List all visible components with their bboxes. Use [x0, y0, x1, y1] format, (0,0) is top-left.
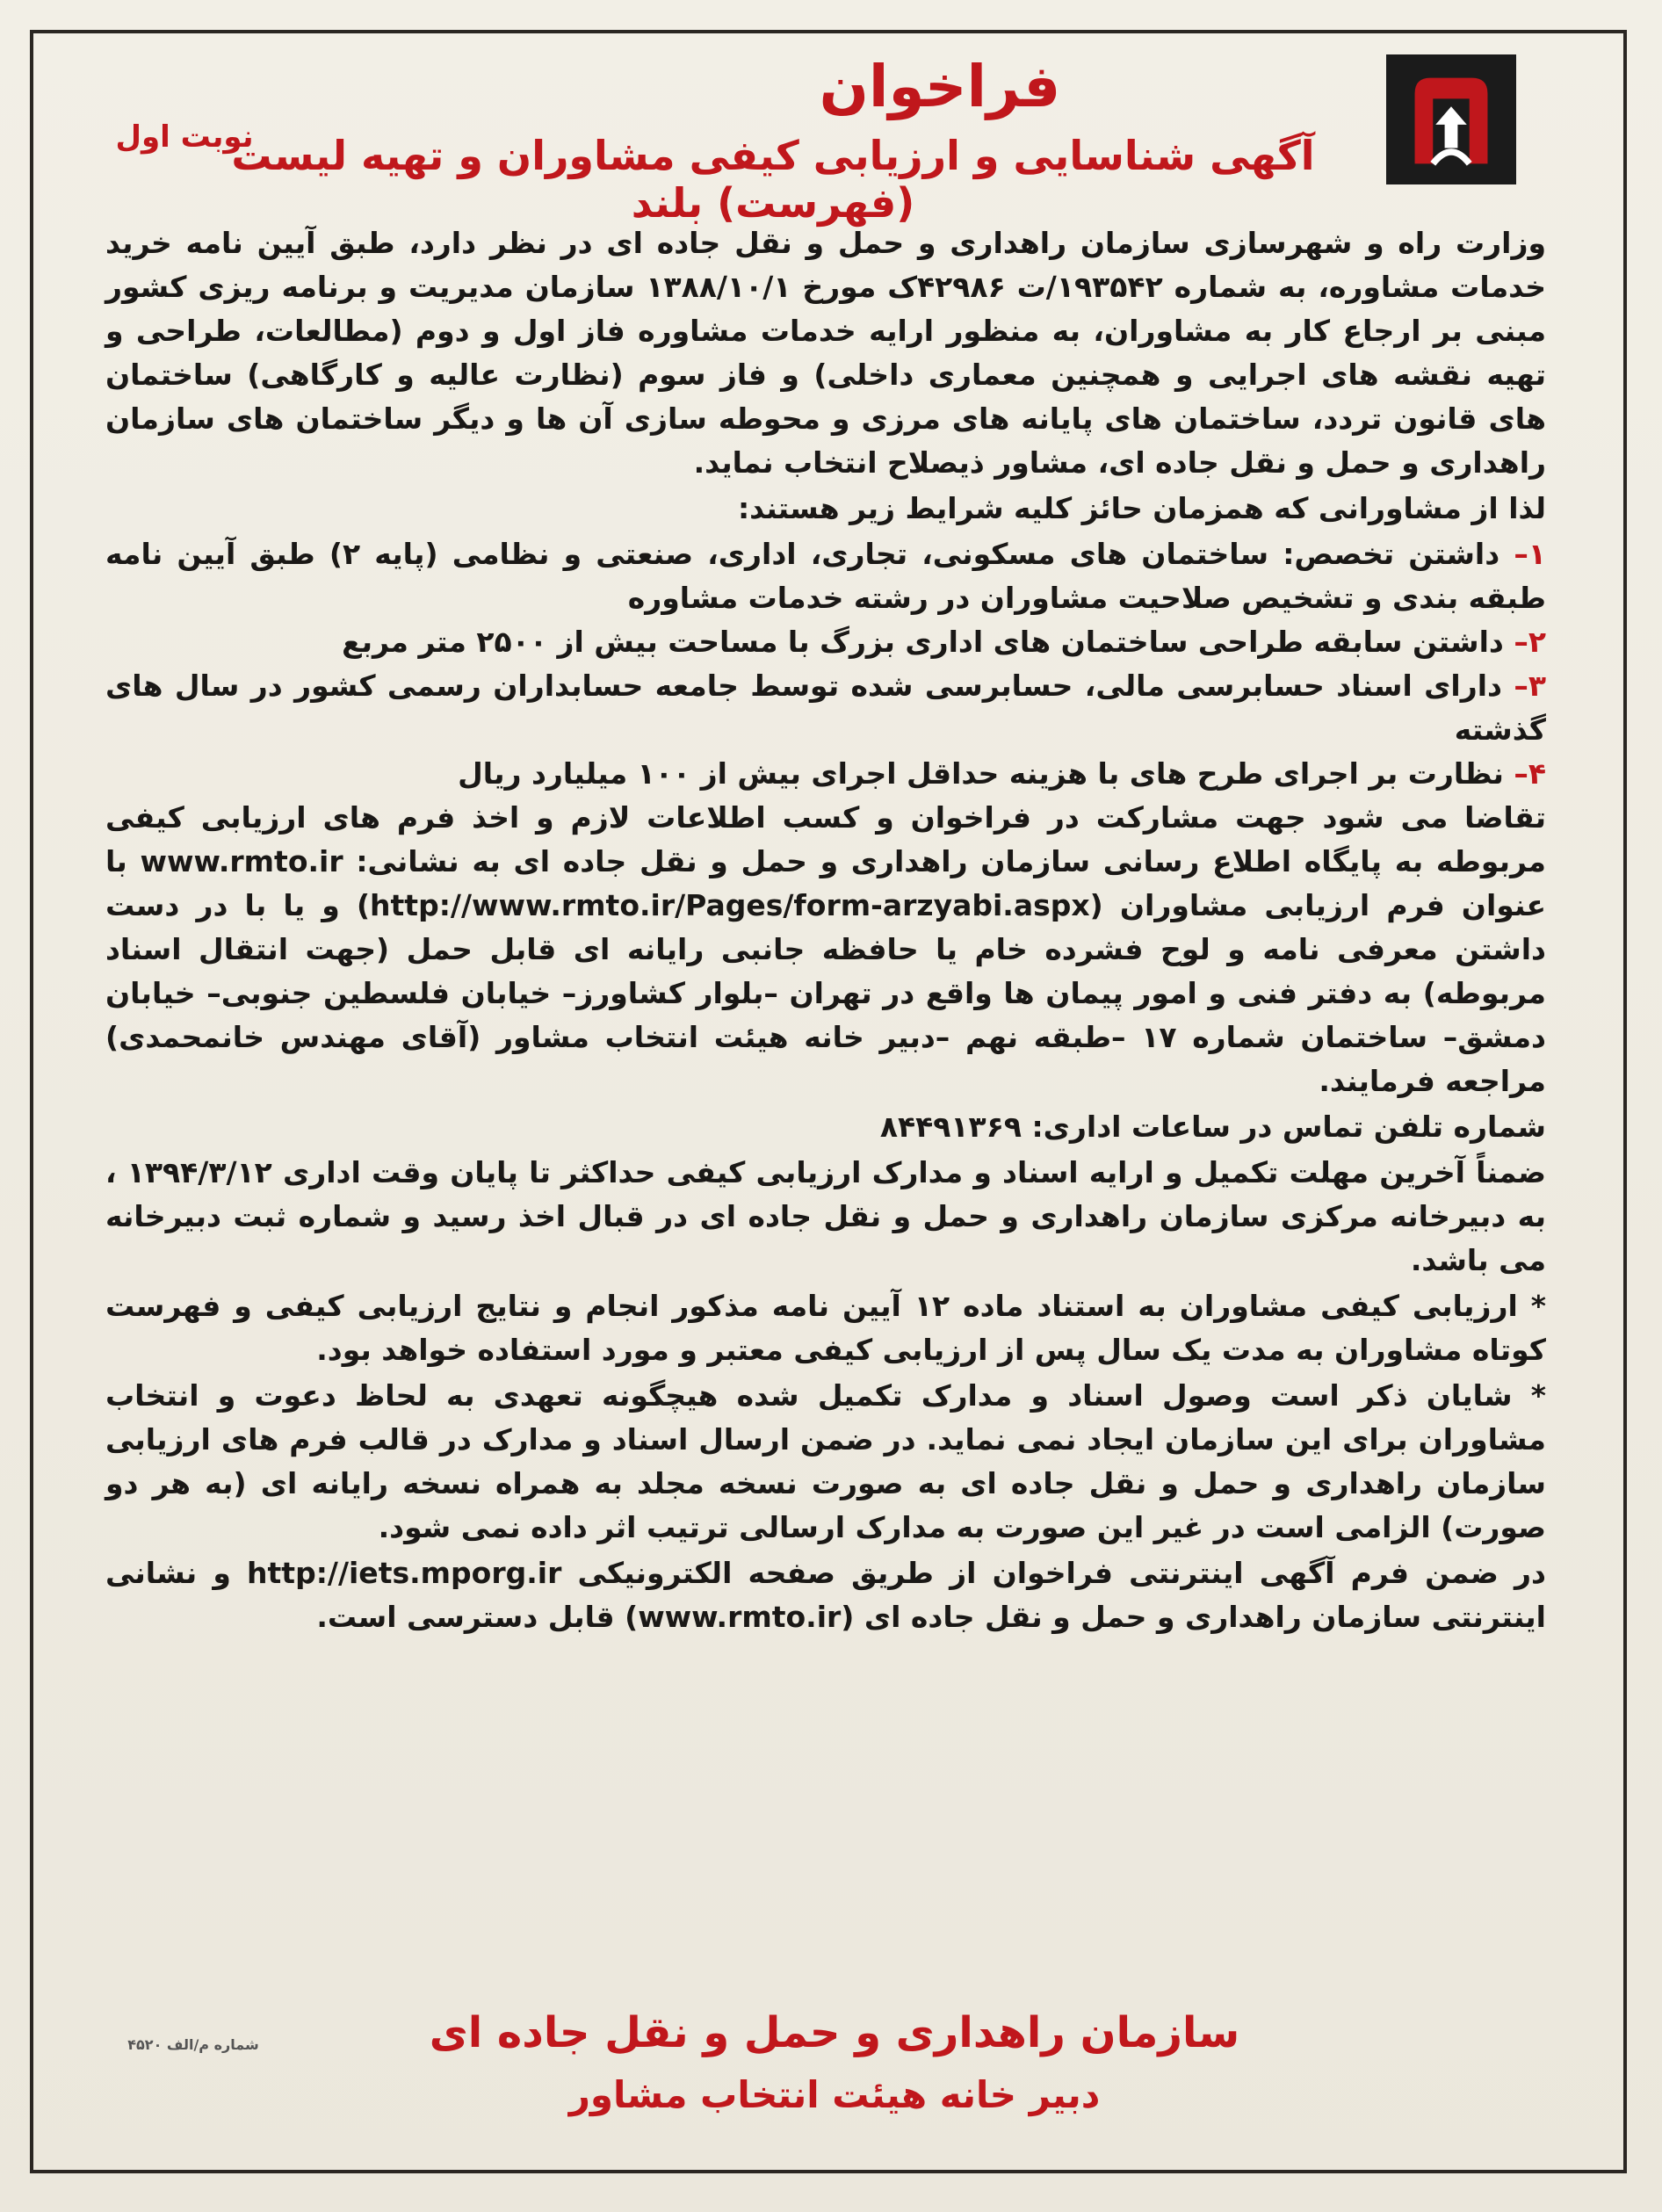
website-link[interactable]: www.rmto.ir: [140, 844, 343, 878]
page-title: فراخوان: [819, 53, 1061, 120]
request-text-b: با عنوان فرم ارزیابی مشاوران: [105, 844, 1546, 922]
phone-label: شماره تلفن تماس در ساعات اداری:: [1031, 1110, 1546, 1144]
note-paragraph-1: * ارزیابی کیفی مشاوران به استناد ماده ۱۲ آیین نامه مذکور انجام و نتایج ارزیابی کیفی و فهرست کوتاه مشاوران به مدت یک سال پس از ارزیابی کیفی معتبر و مورد استفاده خواهد بود.: [105, 1289, 1546, 1367]
condition-number: ۳–: [1514, 669, 1546, 703]
closing-text-a: در ضمن فرم آگهی اینترنتی فراخوان از طریق صفحه الکترونیکی: [577, 1556, 1546, 1590]
condition-item-1: [105, 532, 1546, 620]
request-text-a: تقاضا می شود جهت مشارکت در فراخوان و کسب اطلاعات لازم و اخذ فرم های ارزیابی کیفی مربوطه به پایگاه اطلاع رسانی سازمان راهداری و حمل و نقل جاده ای به نشانی:: [105, 800, 1546, 878]
condition-text: دارای اسناد حسابرسی مالی، حسابرسی شده توسط جامعه حسابداران رسمی کشور در سال های گذشته: [105, 669, 1546, 747]
issue-badge: نوبت اول: [115, 119, 254, 155]
closing-text-c: قابل دسترسی است.: [316, 1600, 615, 1634]
request-paragraph: [105, 796, 1546, 1103]
condition-text: نظارت بر اجرای طرح های با هزینه حداقل اجرای بیش از ۱۰۰ میلیارد ریال: [458, 756, 1504, 791]
request-text-c: و یا با در دست داشتن معرفی نامه و لوح فشرده خام یا حافظه جانبی رایانه ای قابل حمل (جهت انتقال اسناد مربوطه) به دفتر فنی و امور پیمان ها واقع در تهران –بلوار کشاورز– خیابان فلسطین جنوبی– خیابان دمشق– ساختمان شماره ۱۷ –طبقه نهم –دبیر خانه هیئت انتخاب مشاور (آقای مهندس خانمحمدی) مراجعه فرمایند.: [105, 888, 1546, 1098]
condition-item-3: [105, 664, 1546, 752]
lead-line: لذا از مشاورانی که همزمان حائز کلیه شرایط زیر هستند:: [737, 491, 1546, 525]
form-link[interactable]: (http://www.rmto.ir/Pages/form-arzyabi.aspx): [356, 888, 1103, 922]
reference-number: شماره م/الف ۴۵۲۰: [127, 2036, 259, 2053]
rmto-logo-icon: [1386, 54, 1516, 184]
phone-number: ۸۴۴۹۱۳۶۹: [879, 1110, 1022, 1144]
phone-line: [105, 1105, 1546, 1149]
announcement-body: [105, 221, 1546, 1641]
condition-number: ۲–: [1514, 625, 1546, 659]
footer-department: دبیر خانه هیئت انتخاب مشاور: [568, 2073, 1101, 2116]
note-paragraph-2: * شایان ذکر است وصول اسناد و مدارک تکمیل شده هیچگونه تعهدی به لحاظ دعوت و انتخاب مشاوران برای این سازمان ایجاد نمی نماید. در ضمن ارسال اسناد و مدارک در قالب فرم های ارزیابی سازمان راهداری و حمل و نقل جاده ای به صورت نسخه مجلد به همراه نسخه رایانه ای (به هر دو صورت) الزامی است در غیر این صورت به مدارک ارسالی ترتیب اثر داده نمی شود.: [105, 1378, 1546, 1544]
closing-paragraph: [105, 1551, 1546, 1639]
intro-paragraph: وزارت راه و شهرسازی سازمان راهداری و حمل و نقل جاده ای در نظر دارد، طبق آیین نامه خرید خدمات مشاوره، به شماره ۱۹۳۵۴۲/ت ۴۲۹۸۶ک مورخ ۱۳۸۸/۱۰/۱ سازمان مدیریت و برنامه ریزی کشور مبنی بر ارجاع کار به مشاوران، به منظور ارایه خدمات مشاوره فاز اول و دوم (مطالعات، طراحی و تهیه نقشه های اجرایی و همچنین معماری داخلی) و فاز سوم (نظارت عالیه و کارگاهی) ساختمان های قانون تردد، ساختمان های پایانه های مرزی و محوطه سازی آن ها و دیگر ساختمان های سازمان راهداری و حمل و نقل جاده ای، مشاور ذیصلاح انتخاب نماید.: [105, 226, 1546, 480]
closing-text-b: و نشانی اینترنتی سازمان راهداری و حمل و نقل جاده ای: [105, 1556, 1546, 1634]
page-subtitle: آگهی شناسایی و ارزیابی کیفی مشاوران و تهیه لیست (فهرست) بلند: [231, 132, 1315, 227]
iets-link[interactable]: http://iets.mporg.ir: [247, 1556, 562, 1590]
condition-item-4: [105, 752, 1546, 796]
condition-text: داشتن تخصص: ساختمان های مسکونی، تجاری، اداری، صنعتی و نظامی (پایه ۲) طبق آیین نامه طبقه بندی و تشخیص صلاحیت مشاوران در رشته خدمات مشاوره: [105, 537, 1546, 615]
condition-text: داشتن سابقه طراحی ساختمان های اداری بزرگ با مساحت بیش از ۲۵۰۰ متر مربع: [342, 625, 1504, 659]
condition-number: ۱–: [1514, 537, 1546, 571]
deadline-paragraph: ضمناً آخرین مهلت تکمیل و ارایه اسناد و مدارک ارزیابی کیفی حداکثر تا پایان وقت اداری ۱۳۹۴/۳/۱۲ ، به دبیرخانه مرکزی سازمان راهداری و حمل و نقل جاده ای در قبال اخذ رسید و شماره ثبت دبیرخانه می باشد.: [105, 1155, 1546, 1277]
condition-item-2: [105, 620, 1546, 664]
condition-number: ۴–: [1514, 756, 1546, 791]
footer-organization: سازمان راهداری و حمل و نقل جاده ای: [429, 2008, 1240, 2057]
closing-website-link[interactable]: (www.rmto.ir): [625, 1600, 855, 1634]
